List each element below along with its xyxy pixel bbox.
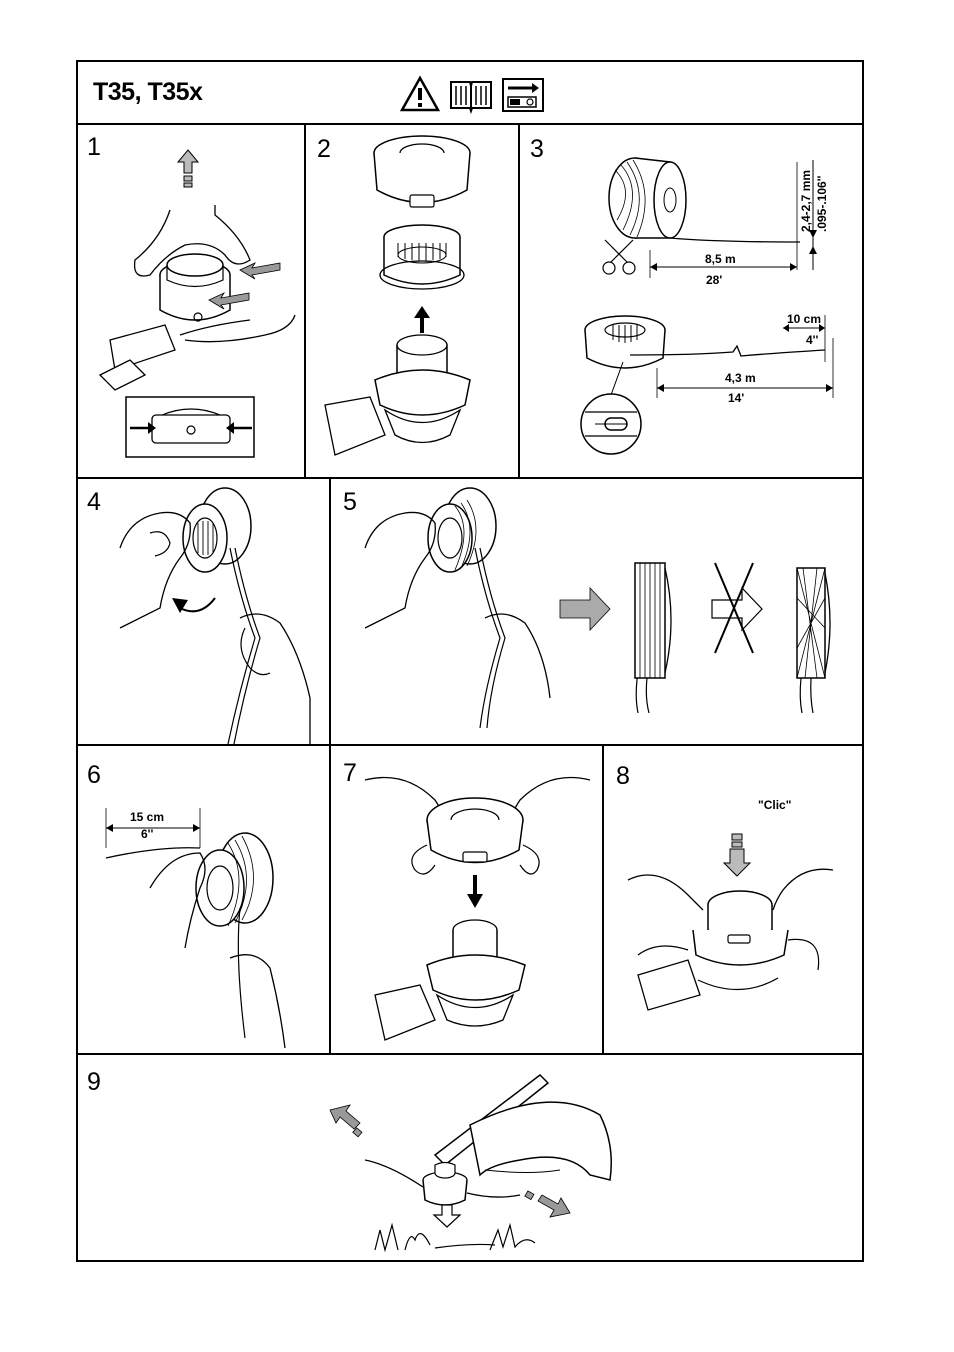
divider-7-8	[602, 744, 604, 1053]
step-number-4: 4	[87, 488, 101, 516]
divider-row2	[76, 744, 864, 746]
step7-illustration	[365, 770, 595, 1045]
step3-length-m: 8,5 m	[705, 252, 736, 266]
divider-row3	[76, 1053, 864, 1055]
divider-row1	[76, 477, 864, 479]
step9-illustration	[320, 1065, 630, 1255]
step-number-5: 5	[343, 488, 357, 516]
step8-click-sound: "Clic"	[758, 798, 792, 812]
step2-illustration	[315, 135, 515, 470]
page-title: T35, T35x	[93, 78, 203, 106]
step-number-7: 7	[343, 759, 357, 787]
step5-illustration	[355, 488, 855, 744]
step3-end-cm: 10 cm	[787, 312, 822, 326]
divider-header	[76, 123, 864, 125]
step6-illustration	[100, 808, 320, 1048]
step-number-8: 8	[616, 762, 630, 790]
step-number-6: 6	[87, 761, 101, 789]
step-number-2: 2	[317, 135, 331, 163]
divider-4-5	[329, 477, 331, 1053]
step8-illustration	[628, 830, 853, 1050]
step3-end-in: 4''	[806, 333, 819, 347]
step-number-9: 9	[87, 1068, 101, 1096]
warning-triangle-icon	[400, 76, 440, 112]
divider-2-3	[518, 123, 520, 477]
step3-half-m: 4,3 m	[725, 371, 756, 385]
instruction-arrow-icon	[502, 78, 544, 112]
step-number-3: 3	[530, 135, 544, 163]
step6-free-in: 6''	[141, 827, 154, 841]
manual-book-icon	[448, 78, 494, 112]
step-number-1: 1	[87, 133, 101, 161]
step1-illustration	[90, 145, 300, 465]
step3-diameter-mm: 2,4-2,7 mm	[799, 169, 813, 232]
divider-1-2	[304, 123, 306, 477]
step6-free-cm: 15 cm	[130, 810, 165, 824]
step3-length-ft: 28'	[706, 273, 723, 287]
step3-diameter-in: .095-.106''	[815, 175, 829, 232]
step4-illustration	[110, 488, 320, 744]
step3-half-ft: 14'	[728, 391, 745, 405]
